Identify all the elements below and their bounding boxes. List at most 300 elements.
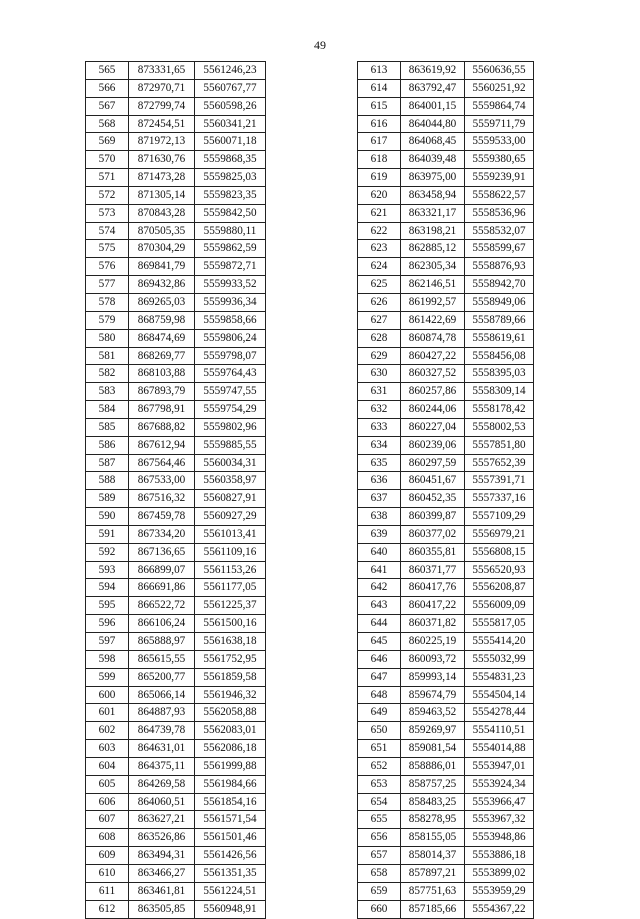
x-coordinate-cell: 860225,19 <box>401 633 465 651</box>
x-coordinate-cell: 865888,97 <box>129 633 195 651</box>
table-row <box>86 79 266 97</box>
y-coordinate-cell: 5558789,66 <box>465 311 534 329</box>
table-row <box>86 882 266 900</box>
y-coordinate-cell: 5560827,91 <box>195 490 266 508</box>
x-coordinate-cell: 868103,88 <box>129 365 195 383</box>
x-coordinate-cell: 864044,80 <box>401 115 465 133</box>
y-coordinate-cell: 5555414,20 <box>465 633 534 651</box>
y-coordinate-cell: 5558622,57 <box>465 186 534 204</box>
y-coordinate-cell: 5556808,15 <box>465 543 534 561</box>
table-row <box>358 329 534 347</box>
x-coordinate-cell: 867459,78 <box>129 508 195 526</box>
x-coordinate-cell: 864039,48 <box>401 151 465 169</box>
point-number-cell: 643 <box>358 597 401 615</box>
x-coordinate-cell: 868474,69 <box>129 329 195 347</box>
point-number-cell: 596 <box>86 615 129 633</box>
y-coordinate-cell: 5560071,18 <box>195 133 266 151</box>
y-coordinate-cell: 5561177,05 <box>195 579 266 597</box>
y-coordinate-cell: 5560251,92 <box>465 79 534 97</box>
y-coordinate-cell: 5558876,93 <box>465 258 534 276</box>
point-number-cell: 642 <box>358 579 401 597</box>
x-coordinate-cell: 864269,58 <box>129 775 195 793</box>
table-row <box>358 365 534 383</box>
table-row <box>86 525 266 543</box>
table-row <box>358 490 534 508</box>
x-coordinate-cell: 860417,76 <box>401 579 465 597</box>
table-row <box>86 579 266 597</box>
x-coordinate-cell: 864631,01 <box>129 740 195 758</box>
y-coordinate-cell: 5561153,26 <box>195 561 266 579</box>
x-coordinate-cell: 864001,15 <box>401 97 465 115</box>
y-coordinate-cell: 5559823,35 <box>195 186 266 204</box>
y-coordinate-cell: 5558619,61 <box>465 329 534 347</box>
table-row <box>358 757 534 775</box>
table-row <box>358 668 534 686</box>
x-coordinate-cell: 865066,14 <box>129 686 195 704</box>
x-coordinate-cell: 868759,98 <box>129 311 195 329</box>
point-number-cell: 565 <box>86 62 129 80</box>
point-number-cell: 607 <box>86 811 129 829</box>
x-coordinate-cell: 858757,25 <box>401 775 465 793</box>
point-number-cell: 657 <box>358 847 401 865</box>
x-coordinate-cell: 865615,55 <box>129 650 195 668</box>
x-coordinate-cell: 857185,66 <box>401 900 465 918</box>
x-coordinate-cell: 863321,17 <box>401 204 465 222</box>
point-number-cell: 571 <box>86 169 129 187</box>
y-coordinate-cell: 5560341,21 <box>195 115 266 133</box>
table-row <box>86 900 266 918</box>
table-row <box>358 633 534 651</box>
x-coordinate-cell: 867564,46 <box>129 454 195 472</box>
point-number-cell: 656 <box>358 829 401 847</box>
y-coordinate-cell: 5553924,34 <box>465 775 534 793</box>
table-row <box>358 561 534 579</box>
point-number-cell: 584 <box>86 401 129 419</box>
table-row <box>86 62 266 80</box>
table-row <box>86 543 266 561</box>
y-coordinate-cell: 5553899,02 <box>465 864 534 882</box>
point-number-cell: 567 <box>86 97 129 115</box>
x-coordinate-cell: 860427,22 <box>401 347 465 365</box>
y-coordinate-cell: 5554014,88 <box>465 740 534 758</box>
point-number-cell: 586 <box>86 436 129 454</box>
y-coordinate-cell: 5559880,11 <box>195 222 266 240</box>
point-number-cell: 589 <box>86 490 129 508</box>
y-coordinate-cell: 5561013,41 <box>195 525 266 543</box>
table-row <box>86 740 266 758</box>
table-row <box>358 864 534 882</box>
x-coordinate-cell: 860327,52 <box>401 365 465 383</box>
point-number-cell: 617 <box>358 133 401 151</box>
x-coordinate-cell: 863198,21 <box>401 222 465 240</box>
point-number-cell: 593 <box>86 561 129 579</box>
point-number-cell: 576 <box>86 258 129 276</box>
y-coordinate-cell: 5561946,32 <box>195 686 266 704</box>
table-row <box>358 579 534 597</box>
x-coordinate-cell: 859269,97 <box>401 722 465 740</box>
y-coordinate-cell: 5559802,96 <box>195 418 266 436</box>
table-row <box>358 740 534 758</box>
table-row <box>86 276 266 294</box>
x-coordinate-cell: 867334,20 <box>129 525 195 543</box>
y-coordinate-cell: 5553886,18 <box>465 847 534 865</box>
table-row <box>86 668 266 686</box>
point-number-cell: 659 <box>358 882 401 900</box>
table-row <box>86 436 266 454</box>
x-coordinate-cell: 867533,00 <box>129 472 195 490</box>
x-coordinate-cell: 863461,81 <box>129 882 195 900</box>
point-number-cell: 654 <box>358 793 401 811</box>
y-coordinate-cell: 5559936,34 <box>195 293 266 311</box>
point-number-cell: 630 <box>358 365 401 383</box>
point-number-cell: 658 <box>358 864 401 882</box>
x-coordinate-cell: 857751,63 <box>401 882 465 900</box>
x-coordinate-cell: 863619,92 <box>401 62 465 80</box>
y-coordinate-cell: 5559825,03 <box>195 169 266 187</box>
table-row <box>358 543 534 561</box>
point-number-cell: 628 <box>358 329 401 347</box>
point-number-cell: 624 <box>358 258 401 276</box>
y-coordinate-cell: 5561999,88 <box>195 757 266 775</box>
point-number-cell: 582 <box>86 365 129 383</box>
x-coordinate-cell: 860093,72 <box>401 650 465 668</box>
point-number-cell: 648 <box>358 686 401 704</box>
y-coordinate-cell: 5557391,71 <box>465 472 534 490</box>
x-coordinate-cell: 859081,54 <box>401 740 465 758</box>
x-coordinate-cell: 866691,86 <box>129 579 195 597</box>
y-coordinate-cell: 5556520,93 <box>465 561 534 579</box>
table-row <box>86 169 266 187</box>
table-row <box>86 633 266 651</box>
y-coordinate-cell: 5557851,80 <box>465 436 534 454</box>
x-coordinate-cell: 873331,65 <box>129 62 195 80</box>
point-number-cell: 595 <box>86 597 129 615</box>
y-coordinate-cell: 5562086,18 <box>195 740 266 758</box>
y-coordinate-cell: 5558309,14 <box>465 383 534 401</box>
point-number-cell: 583 <box>86 383 129 401</box>
y-coordinate-cell: 5555032,99 <box>465 650 534 668</box>
table-row <box>358 186 534 204</box>
table-row <box>358 847 534 865</box>
table-row <box>358 811 534 829</box>
x-coordinate-cell: 857897,21 <box>401 864 465 882</box>
y-coordinate-cell: 5560948,91 <box>195 900 266 918</box>
table-row <box>358 401 534 419</box>
table-row <box>358 436 534 454</box>
table-row <box>358 169 534 187</box>
y-coordinate-cell: 5560034,31 <box>195 454 266 472</box>
table-row <box>86 329 266 347</box>
table-row <box>358 775 534 793</box>
table-row <box>86 597 266 615</box>
y-coordinate-cell: 5561752,95 <box>195 650 266 668</box>
table-row <box>86 418 266 436</box>
x-coordinate-cell: 861422,69 <box>401 311 465 329</box>
y-coordinate-cell: 5561351,35 <box>195 864 266 882</box>
point-number-cell: 570 <box>86 151 129 169</box>
x-coordinate-cell: 860377,02 <box>401 525 465 543</box>
point-number-cell: 581 <box>86 347 129 365</box>
point-number-cell: 636 <box>358 472 401 490</box>
x-coordinate-cell: 867688,82 <box>129 418 195 436</box>
x-coordinate-cell: 869265,03 <box>129 293 195 311</box>
point-number-cell: 579 <box>86 311 129 329</box>
x-coordinate-cell: 860399,87 <box>401 508 465 526</box>
point-number-cell: 575 <box>86 240 129 258</box>
point-number-cell: 619 <box>358 169 401 187</box>
point-number-cell: 646 <box>358 650 401 668</box>
x-coordinate-cell: 868269,77 <box>129 347 195 365</box>
x-coordinate-cell: 864887,93 <box>129 704 195 722</box>
point-number-cell: 580 <box>86 329 129 347</box>
point-number-cell: 587 <box>86 454 129 472</box>
table-row <box>358 525 534 543</box>
x-coordinate-cell: 863627,21 <box>129 811 195 829</box>
point-number-cell: 612 <box>86 900 129 918</box>
point-number-cell: 603 <box>86 740 129 758</box>
x-coordinate-cell: 862885,12 <box>401 240 465 258</box>
y-coordinate-cell: 5556009,09 <box>465 597 534 615</box>
point-number-cell: 638 <box>358 508 401 526</box>
y-coordinate-cell: 5556208,87 <box>465 579 534 597</box>
x-coordinate-cell: 858483,25 <box>401 793 465 811</box>
x-coordinate-cell: 866106,24 <box>129 615 195 633</box>
point-number-cell: 622 <box>358 222 401 240</box>
point-number-cell: 611 <box>86 882 129 900</box>
table-row <box>358 133 534 151</box>
x-coordinate-cell: 858886,01 <box>401 757 465 775</box>
point-number-cell: 652 <box>358 757 401 775</box>
table-row <box>86 561 266 579</box>
x-coordinate-cell: 863792,47 <box>401 79 465 97</box>
y-coordinate-cell: 5559747,55 <box>195 383 266 401</box>
y-coordinate-cell: 5561859,58 <box>195 668 266 686</box>
table-row <box>358 722 534 740</box>
point-number-cell: 660 <box>358 900 401 918</box>
x-coordinate-cell: 864739,78 <box>129 722 195 740</box>
y-coordinate-cell: 5557109,29 <box>465 508 534 526</box>
y-coordinate-cell: 5559862,59 <box>195 240 266 258</box>
table-row <box>358 597 534 615</box>
x-coordinate-cell: 872799,74 <box>129 97 195 115</box>
y-coordinate-cell: 5559885,55 <box>195 436 266 454</box>
point-number-cell: 625 <box>358 276 401 294</box>
coordinates-table-right <box>357 61 534 919</box>
point-number-cell: 610 <box>86 864 129 882</box>
point-number-cell: 585 <box>86 418 129 436</box>
point-number-cell: 572 <box>86 186 129 204</box>
table-row <box>358 276 534 294</box>
point-number-cell: 591 <box>86 525 129 543</box>
point-number-cell: 641 <box>358 561 401 579</box>
table-row <box>86 115 266 133</box>
point-number-cell: 650 <box>358 722 401 740</box>
y-coordinate-cell: 5559764,43 <box>195 365 266 383</box>
table-row <box>86 240 266 258</box>
table-row <box>86 472 266 490</box>
table-row <box>86 222 266 240</box>
point-number-cell: 568 <box>86 115 129 133</box>
x-coordinate-cell: 863505,85 <box>129 900 195 918</box>
point-number-cell: 599 <box>86 668 129 686</box>
x-coordinate-cell: 860297,59 <box>401 454 465 472</box>
x-coordinate-cell: 861992,57 <box>401 293 465 311</box>
table-row <box>358 62 534 80</box>
x-coordinate-cell: 867798,91 <box>129 401 195 419</box>
point-number-cell: 639 <box>358 525 401 543</box>
x-coordinate-cell: 869432,86 <box>129 276 195 294</box>
x-coordinate-cell: 871972,13 <box>129 133 195 151</box>
y-coordinate-cell: 5553947,01 <box>465 757 534 775</box>
x-coordinate-cell: 869841,79 <box>129 258 195 276</box>
table-row <box>358 829 534 847</box>
point-number-cell: 574 <box>86 222 129 240</box>
x-coordinate-cell: 863466,27 <box>129 864 195 882</box>
x-coordinate-cell: 859463,52 <box>401 704 465 722</box>
point-number-cell: 613 <box>358 62 401 80</box>
y-coordinate-cell: 5562058,88 <box>195 704 266 722</box>
point-number-cell: 631 <box>358 383 401 401</box>
y-coordinate-cell: 5560598,26 <box>195 97 266 115</box>
table-row <box>358 454 534 472</box>
x-coordinate-cell: 860452,35 <box>401 490 465 508</box>
x-coordinate-cell: 872970,71 <box>129 79 195 97</box>
point-number-cell: 577 <box>86 276 129 294</box>
y-coordinate-cell: 5560636,55 <box>465 62 534 80</box>
table-row <box>358 240 534 258</box>
x-coordinate-cell: 863494,31 <box>129 847 195 865</box>
table-row <box>358 311 534 329</box>
point-number-cell: 634 <box>358 436 401 454</box>
y-coordinate-cell: 5554504,14 <box>465 686 534 704</box>
point-number-cell: 605 <box>86 775 129 793</box>
table-row <box>86 186 266 204</box>
point-number-cell: 635 <box>358 454 401 472</box>
y-coordinate-cell: 5556979,21 <box>465 525 534 543</box>
x-coordinate-cell: 864375,11 <box>129 757 195 775</box>
table-row <box>86 204 266 222</box>
point-number-cell: 620 <box>358 186 401 204</box>
table-row <box>86 704 266 722</box>
y-coordinate-cell: 5560767,77 <box>195 79 266 97</box>
table-row <box>358 115 534 133</box>
table-row <box>358 258 534 276</box>
table-row <box>358 900 534 918</box>
table-row <box>358 222 534 240</box>
y-coordinate-cell: 5560927,29 <box>195 508 266 526</box>
point-number-cell: 598 <box>86 650 129 668</box>
x-coordinate-cell: 860371,82 <box>401 615 465 633</box>
point-number-cell: 629 <box>358 347 401 365</box>
table-row <box>86 258 266 276</box>
point-number-cell: 647 <box>358 668 401 686</box>
coordinates-table-left <box>85 61 266 919</box>
y-coordinate-cell: 5561224,51 <box>195 882 266 900</box>
point-number-cell: 578 <box>86 293 129 311</box>
point-number-cell: 608 <box>86 829 129 847</box>
table-row <box>86 722 266 740</box>
y-coordinate-cell: 5559798,07 <box>195 347 266 365</box>
y-coordinate-cell: 5554278,44 <box>465 704 534 722</box>
table-row <box>86 757 266 775</box>
y-coordinate-cell: 5561426,56 <box>195 847 266 865</box>
x-coordinate-cell: 867893,79 <box>129 383 195 401</box>
table-row <box>86 383 266 401</box>
table-row <box>86 365 266 383</box>
point-number-cell: 609 <box>86 847 129 865</box>
y-coordinate-cell: 5561225,37 <box>195 597 266 615</box>
table-row <box>86 454 266 472</box>
x-coordinate-cell: 862146,51 <box>401 276 465 294</box>
point-number-cell: 606 <box>86 793 129 811</box>
x-coordinate-cell: 866522,72 <box>129 597 195 615</box>
x-coordinate-cell: 867516,32 <box>129 490 195 508</box>
point-number-cell: 594 <box>86 579 129 597</box>
y-coordinate-cell: 5559239,91 <box>465 169 534 187</box>
table-row <box>358 293 534 311</box>
y-coordinate-cell: 5559754,29 <box>195 401 266 419</box>
x-coordinate-cell: 872454,51 <box>129 115 195 133</box>
y-coordinate-cell: 5558178,42 <box>465 401 534 419</box>
table-row <box>358 508 534 526</box>
table-row <box>358 418 534 436</box>
point-number-cell: 569 <box>86 133 129 151</box>
point-number-cell: 645 <box>358 633 401 651</box>
x-coordinate-cell: 871305,14 <box>129 186 195 204</box>
y-coordinate-cell: 5558599,67 <box>465 240 534 258</box>
y-coordinate-cell: 5558532,07 <box>465 222 534 240</box>
point-number-cell: 632 <box>358 401 401 419</box>
table-row <box>86 311 266 329</box>
y-coordinate-cell: 5559806,24 <box>195 329 266 347</box>
point-number-cell: 626 <box>358 293 401 311</box>
y-coordinate-cell: 5559872,71 <box>195 258 266 276</box>
table-row <box>358 615 534 633</box>
table-row <box>86 793 266 811</box>
y-coordinate-cell: 5558536,96 <box>465 204 534 222</box>
y-coordinate-cell: 5557337,16 <box>465 490 534 508</box>
y-coordinate-cell: 5562083,01 <box>195 722 266 740</box>
y-coordinate-cell: 5561638,18 <box>195 633 266 651</box>
y-coordinate-cell: 5561109,16 <box>195 543 266 561</box>
table-row <box>358 650 534 668</box>
table-row <box>358 793 534 811</box>
x-coordinate-cell: 860371,77 <box>401 561 465 579</box>
x-coordinate-cell: 866899,07 <box>129 561 195 579</box>
y-coordinate-cell: 5553959,29 <box>465 882 534 900</box>
y-coordinate-cell: 5558002,53 <box>465 418 534 436</box>
x-coordinate-cell: 863458,94 <box>401 186 465 204</box>
y-coordinate-cell: 5553948,86 <box>465 829 534 847</box>
x-coordinate-cell: 860451,67 <box>401 472 465 490</box>
table-row <box>358 472 534 490</box>
point-number-cell: 600 <box>86 686 129 704</box>
point-number-cell: 616 <box>358 115 401 133</box>
x-coordinate-cell: 860355,81 <box>401 543 465 561</box>
y-coordinate-cell: 5558395,03 <box>465 365 534 383</box>
point-number-cell: 623 <box>358 240 401 258</box>
y-coordinate-cell: 5554110,51 <box>465 722 534 740</box>
table-row <box>358 97 534 115</box>
y-coordinate-cell: 5553966,47 <box>465 793 534 811</box>
point-number-cell: 653 <box>358 775 401 793</box>
point-number-cell: 618 <box>358 151 401 169</box>
x-coordinate-cell: 865200,77 <box>129 668 195 686</box>
x-coordinate-cell: 859674,79 <box>401 686 465 704</box>
y-coordinate-cell: 5557652,39 <box>465 454 534 472</box>
y-coordinate-cell: 5559933,52 <box>195 276 266 294</box>
point-number-cell: 651 <box>358 740 401 758</box>
